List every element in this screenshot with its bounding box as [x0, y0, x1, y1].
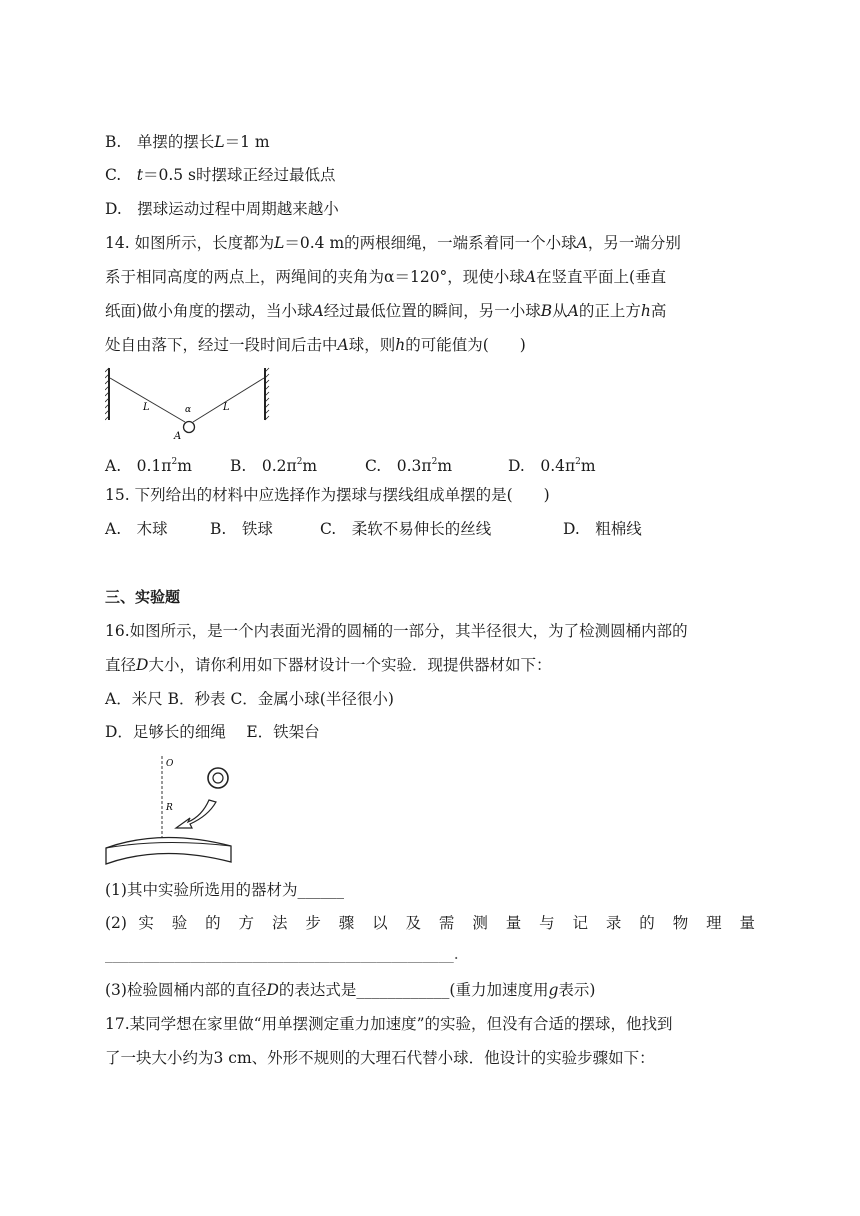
q16-cylinder-figure: [104, 754, 236, 866]
ball-a: [184, 422, 195, 433]
label-r: R: [166, 803, 173, 813]
right-wall: [265, 368, 269, 420]
q14-stem-line-4: 处自由落下，经过一段时间后击中A球，则h的可能值为( ): [105, 336, 526, 354]
q17-stem-line-2: 了一块大小约为3 cm、外形不规则的大理石代替小球．他设计的实验步骤如下：: [105, 1049, 655, 1067]
left-wall: [105, 368, 109, 420]
q16-part-2: (2) 实 验 的 方 法 步 骤 以 及 需 测 量 与 记 录 的 物 理 量: [105, 914, 755, 932]
q14-stem-line-2: 系于相同高度的两点上，两绳间的夹角为α＝120°，现使小球A在竖直平面上(垂直: [105, 268, 667, 286]
q15-option-b: B. 铁球: [210, 520, 273, 538]
q15-stem: 15. 下列给出的材料中应选择作为摆球与摆线组成单摆的是( ): [105, 486, 550, 504]
label-a: A: [174, 431, 182, 442]
q17-stem-line-1: 17.某同学想在家里做“用单摆测定重力加速度”的实验，但没有合适的摆球，他找到: [105, 1015, 673, 1033]
section-heading: 三、实验题: [105, 588, 181, 606]
q14-pendulum-figure: [105, 364, 280, 444]
label-l-left: L: [143, 402, 150, 413]
left-string: [110, 378, 185, 422]
label-alpha: α: [185, 405, 192, 415]
q14-stem-line-3: 纸面)做小角度的摆动，当小球A经过最低位置的瞬间，另一小球B从A的正上方h高: [105, 302, 667, 320]
small-ball-icon: [208, 768, 228, 788]
q13-option-d: D. 摆球运动过程中周期越来越小: [105, 200, 339, 218]
q16-equipment-line-2: D．足够长的细绳 E．铁架台: [105, 723, 320, 741]
q14-option-c: C. $0.3\pi^2m$: [365, 457, 453, 475]
q13-option-b: B. 单摆的摆长L＝1 m: [105, 133, 270, 151]
label-o: O: [166, 759, 174, 769]
q16-equipment-line-1: A．米尺 B．秒表 C．金属小球(半径很小): [105, 690, 394, 708]
q14-option-a: A. $0.1\pi^2m$: [105, 457, 192, 475]
q16-stem-line-2: 直径D大小，请你利用如下器材设计一个实验．现提供器材如下：: [105, 656, 552, 674]
cylinder-arc-segment: [106, 837, 231, 864]
q16-part-3: (3)检验圆桶内部的直径D的表达式是____________(重力加速度用g表示): [105, 981, 596, 999]
curved-arrow-icon: [176, 800, 216, 828]
q16-part-2-blank: _____________________________________________.: [105, 945, 459, 963]
q14-stem-line-1: 14. 如图所示，长度都为L＝0.4 m的两根细绳，一端系着同一个小球A，另一端分别: [105, 234, 681, 252]
q14-option-b: B. $0.2\pi^2m$: [230, 457, 318, 475]
q13-option-c: C. t＝0.5 s时摆球正经过最低点: [105, 166, 336, 184]
right-string: [193, 378, 264, 422]
q14-option-d: D. $0.4\pi^2m$: [508, 457, 596, 475]
q16-part-1: (1)其中实验所选用的器材为______: [105, 881, 344, 899]
q15-option-a: A. 木球: [105, 520, 168, 538]
q15-option-c: C. 柔软不易伸长的丝线: [320, 520, 492, 538]
q15-option-d: D. 粗棉线: [563, 520, 642, 538]
q16-stem-line-1: 16.如图所示，是一个内表面光滑的圆桶的一部分，其半径很大，为了检测圆桶内部的: [105, 622, 688, 640]
label-l-right: L: [223, 402, 230, 413]
